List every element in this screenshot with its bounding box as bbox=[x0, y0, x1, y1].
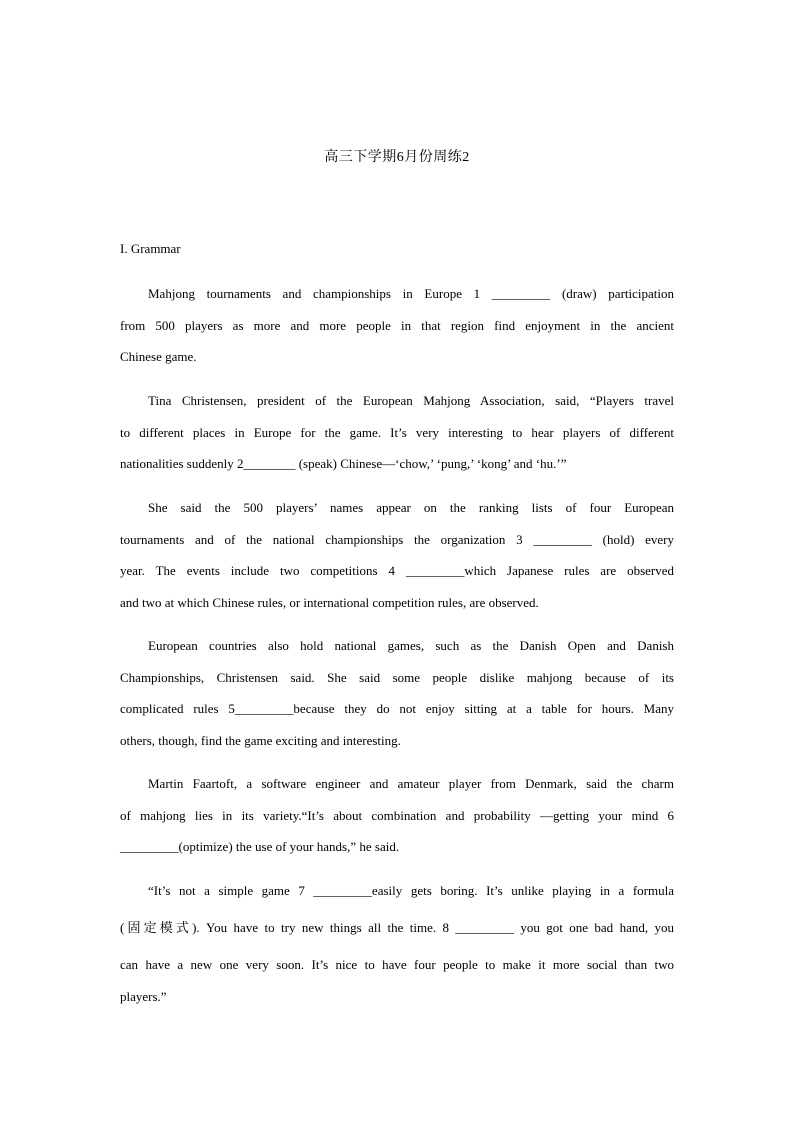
paragraph-line: _________(optimize) the use of your hands,” he said. bbox=[120, 839, 400, 854]
paragraph-line: nationalities suddenly 2________ (speak) Chinese—‘chow,’ ‘pung,’ ‘kong’ and ‘hu.’” bbox=[120, 456, 567, 471]
paragraph-line: from 500 players as more and more people in that region find enjoyment in the ancient bbox=[120, 317, 674, 333]
paragraph-3 bbox=[120, 499, 674, 625]
paragraph-line: Tina Christensen, president of the European Mahjong Association, said, “Players travel bbox=[148, 393, 674, 408]
paragraph-line: (固定模式). You have to try new things all the time. 8 _________ you got one bad hand, you bbox=[120, 920, 674, 935]
paragraph-line: can have a new one very soon. It’s nice to have four people to make it more social than two bbox=[120, 957, 674, 972]
paragraph-line: Mahjong tournaments and championships in Europe 1 _________ (draw) participation bbox=[148, 286, 674, 301]
paragraph-line: Championships, Christensen said. She said some people dislike mahjong because of its bbox=[120, 669, 674, 685]
paragraph-line: complicated rules 5_________because they do not enjoy sitting at a table for hours. Many bbox=[120, 701, 674, 716]
paragraph-line: others, though, find the game exciting and interesting. bbox=[120, 732, 401, 748]
paragraph-line: Martin Faartoft, a software engineer and amateur player from Denmark, said the charm bbox=[148, 776, 674, 791]
paragraph-5 bbox=[120, 775, 674, 870]
section-heading: I. Grammar bbox=[120, 241, 181, 256]
paragraph-line: European countries also hold national games, such as the Danish Open and Danish bbox=[148, 638, 674, 653]
paragraph-4 bbox=[120, 637, 674, 763]
paragraph-line: to different places in Europe for the game. It’s very interesting to hear players of different bbox=[120, 424, 674, 440]
document-title: 高三下学期6月份周练2 bbox=[324, 150, 470, 165]
paragraph-line: Chinese game. bbox=[120, 349, 197, 364]
paragraph-line: of mahjong lies in its variety.“It’s about combination and probability —getting your mind 6 bbox=[120, 807, 674, 823]
paragraph-6 bbox=[120, 882, 674, 1019]
paragraph-line: players.” bbox=[120, 988, 167, 1004]
paragraph-line: tournaments and of the national championships the organization 3 _________ (hold) every bbox=[120, 531, 674, 547]
paragraph-line: and two at which Chinese rules, or international competition rules, are observed. bbox=[120, 594, 539, 610]
paragraph-line: “It’s not a simple game 7 _________easily gets boring. It’s unlike playing in a formula bbox=[148, 883, 674, 898]
paragraph-1 bbox=[120, 285, 674, 380]
paragraph-2 bbox=[120, 392, 674, 487]
paragraph-line: year. The events include two competitions 4 _________which Japanese rules are observed bbox=[120, 563, 674, 578]
paragraph-line: She said the 500 players’ names appear on the ranking lists of four European bbox=[148, 500, 674, 515]
